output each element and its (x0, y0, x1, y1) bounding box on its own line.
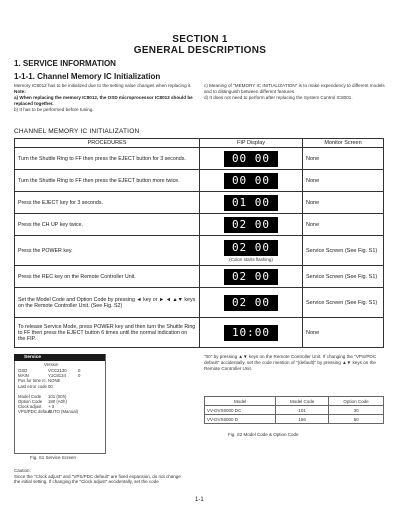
intro-text: Memory IC8012 has to be initialized due to the setting value changes when replacing it. (14, 83, 192, 88)
procedure-cell: Turn the Shuttle Ring to FF then press the EJECT button more twice. (15, 170, 200, 192)
header-option-code: Option Code (329, 397, 384, 406)
service-row: MAIN Y1C8134 0 (18, 373, 81, 379)
fip-cell (200, 148, 303, 170)
header-model-code: Model Code (276, 397, 329, 406)
note-label: Note: (14, 89, 26, 94)
topic-heading: 1-1-1. Channel Memory IC Initialization (14, 72, 161, 81)
caution-text: Since the "Clock adjust" and "VPS/PDC default" are fixed expansion, do not change the initial setting. If changing the "Clock adjust" accidentally, set the code (14, 473, 181, 485)
monitor-cell: Service Screen (See Fig. S1) (303, 236, 384, 266)
table-row (15, 192, 384, 214)
caution-label: Caution: (14, 468, 31, 473)
model-code-cell: 101 (276, 406, 329, 415)
model-cell: VV-DVX6000 D (205, 415, 276, 424)
procedure-table (14, 138, 384, 348)
procedure-cell: Press the REC key on the Remote Controller Unit. (15, 266, 200, 288)
note-b: b) It has to be performed before tuning. (14, 107, 94, 112)
service-row: Model Code 101 (00h) (18, 393, 67, 399)
table-row (205, 415, 384, 424)
procedure-table-header (15, 139, 384, 148)
procedure-cell: Press the POWER key. (15, 236, 200, 266)
fip-display: 02 00 (224, 240, 278, 256)
fip-cell (200, 170, 303, 192)
table-row (15, 214, 384, 236)
fip-cell (200, 266, 303, 288)
table-row (15, 170, 384, 192)
service-row: Clock adjust + 3 (18, 404, 55, 410)
figure-s1-caption: Fig. S1 Service Screen (30, 455, 77, 460)
fip-cell (200, 192, 303, 214)
intro-right-column (204, 83, 388, 101)
fip-display: 02 00 (224, 217, 278, 233)
option-code-cell: 50 (329, 415, 384, 424)
fip-display: 10:00 (224, 325, 278, 341)
monitor-cell: None (303, 214, 384, 236)
fip-display: 02 00 (224, 269, 278, 285)
service-row: Option Code 180 (A0h) (18, 398, 67, 404)
fip-cell (200, 214, 303, 236)
fip-display: 01 00 (224, 195, 278, 211)
service-row: Pos for time rc.NONE (18, 378, 61, 384)
procedure-cell: Press the CH UP key twice. (15, 214, 200, 236)
model-table-header (205, 397, 384, 406)
model-code-table (204, 396, 384, 424)
model-code-cell: 156 (276, 415, 329, 424)
caution-block (14, 468, 184, 485)
note-d: d) It does not need to perform after replacing the System Control IC8001. (204, 95, 353, 100)
fip-display: 00 00 (224, 151, 278, 167)
header-monitor: Monitor Screen (303, 139, 384, 148)
monitor-cell: None (303, 318, 384, 348)
fip-note: (Colon starts flashing) (229, 256, 273, 262)
procedure-cell: Set the Model Code and Option Code by pressing ◄ key or ► ◄ ▲▼ keys on the Remote Controller Unit. (See Fig. S2) (15, 288, 200, 318)
service-screen-rows (18, 368, 106, 415)
page-number: 1-1 (195, 497, 204, 503)
table-row (15, 288, 384, 318)
monitor-cell: None (303, 148, 384, 170)
right-instructions: "00" by pressing ▲▼ keys on the Remote Controller Unit. If changing the "VPS/PDC default" accidentally, set the code mention of "(default)" by pressing ▲▼ keys on the Remote Controller Unit. (204, 354, 377, 371)
service-row: Last error code00 (18, 383, 53, 389)
monitor-cell: None (303, 170, 384, 192)
service-row: OSD VCC2130 0 (18, 368, 81, 373)
model-cell: VV-DVX6000 DC (205, 406, 276, 415)
figure-s2-caption: Fig. S2 Model Code & Option Code (228, 432, 299, 437)
fip-cell (200, 288, 303, 318)
page-title: GENERAL DESCRIPTIONS (133, 45, 267, 56)
table-row (15, 236, 384, 266)
fip-display: 02 00 (224, 295, 278, 311)
note-c: c) Meaning of "MEMORY IC INITIALIZATION" is to make expendency to different models and to distinguish between different features. (204, 83, 385, 94)
section-number: SECTION 1 (172, 34, 228, 45)
intro-left-column (14, 83, 194, 113)
header-fip: FIP Display (200, 139, 303, 148)
table-caption: CHANNEL MEMORY IC INITIALIZATION (14, 128, 140, 135)
table-row (15, 148, 384, 170)
procedure-cell: Press the EJECT key for 3 seconds. (15, 192, 200, 214)
table-row (205, 406, 384, 415)
header-model: Model (205, 397, 276, 406)
table-row (15, 266, 384, 288)
monitor-cell: Service Screen (See Fig. S1) (303, 266, 384, 288)
procedure-cell: To release Service Mode, press POWER key and then turn the Shuttle Ring to FF then press the EJECT button 6 times until the normal indication on the FIP. (15, 318, 200, 348)
procedure-cell: Turn the Shuttle Ring to FF then press the EJECT button for 3 seconds. (15, 148, 200, 170)
service-row: VPS/PDC defaultAUTO (Manual) (18, 409, 79, 415)
subsection-heading: 1. SERVICE INFORMATION (14, 59, 116, 68)
monitor-cell: Service Screen (See Fig. S1) (303, 288, 384, 318)
table-row (15, 318, 384, 348)
service-screen-title: Service (14, 354, 105, 361)
fip-display: 00 00 (224, 173, 278, 189)
version-label: Version (44, 362, 59, 367)
fip-cell (200, 318, 303, 348)
monitor-cell: None (303, 192, 384, 214)
note-a: a) When replacing the memory IC8012, the OSD microprocessor IC8013 should be replaced together. (14, 95, 193, 106)
fip-cell (200, 236, 303, 266)
header-procedures: PROCEDURES (15, 139, 200, 148)
option-code-cell: 30 (329, 406, 384, 415)
